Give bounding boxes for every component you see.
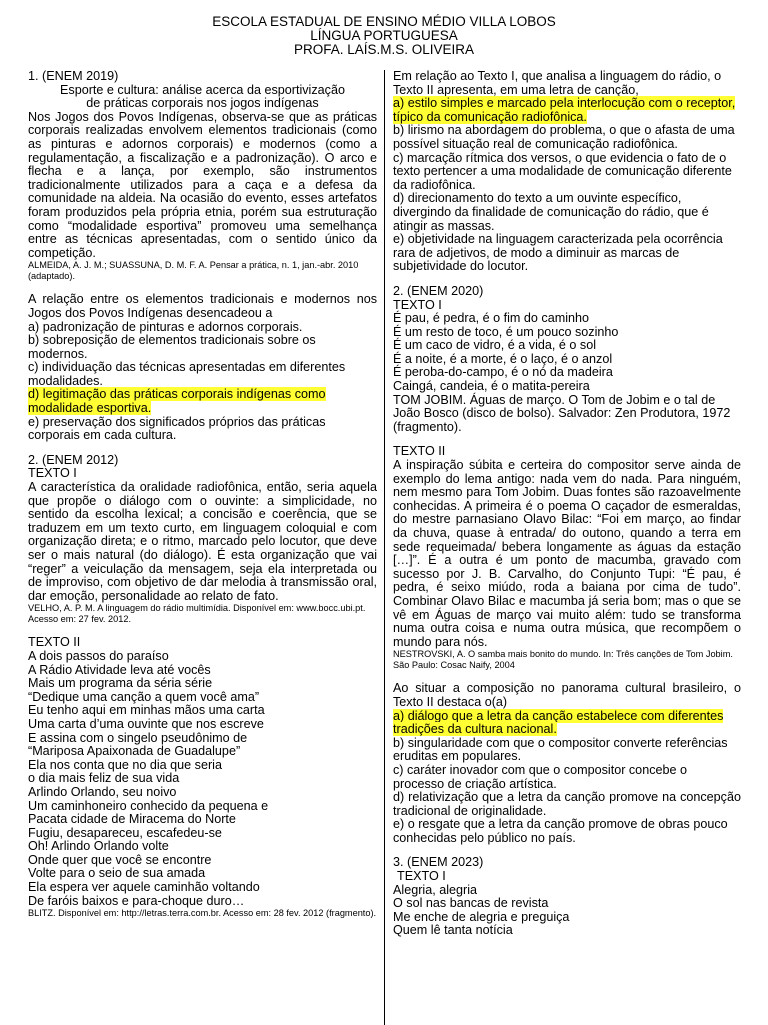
question-2-number: 2. (ENEM 2012) [28, 452, 119, 467]
question-4-texto1-label: TEXTO I [397, 869, 446, 884]
question-3-prompt: Ao situar a composição no panorama cultural brasileiro, o Texto II destaca o(a) [393, 681, 741, 709]
right-column [393, 70, 741, 938]
left-column [28, 70, 377, 919]
question-2-options [393, 97, 741, 274]
question-2-option-c: c) marcação rítmica dos versos, o que evidencia o fato de o texto pertencer a uma modalidade de comunicação diferente da radiofônica. [393, 150, 732, 192]
poem-line: “Dedique uma canção a quem você ama” [28, 689, 260, 704]
question-3-texto2-label: TEXTO II [393, 444, 446, 459]
question-3-option-e: e) o resgate que a letra da canção promove de obras pouco conhecidas pelo público no país. [393, 817, 728, 845]
question-3-option-a [393, 710, 741, 737]
poem-line: É pau, é pedra, é o fim do caminho [393, 311, 590, 326]
question-3-poem [393, 312, 741, 394]
poem-line: Volte para o seio de sua amada [28, 866, 206, 881]
poem-line: Ela espera ver aquele caminhão voltando [28, 880, 260, 895]
question-2-texto1-label: TEXTO I [28, 466, 77, 481]
question-3-option-d: d) relativização que a letra da canção promove na concepção tradicional de originalidade. [393, 790, 741, 818]
poem-line: Me enche de alegria e preguiça [393, 909, 570, 924]
question-1-number: 1. (ENEM 2019) [28, 69, 119, 83]
poem-line: Pacata cidade de Miracema do Norte [28, 812, 236, 827]
poem-line: Caingá, candeia, é o matita-pereira [393, 379, 590, 394]
question-1-option-d [28, 388, 377, 415]
question-3-texto2-source: NESTROVSKI, A. O samba mais bonito do mundo. In: Três canções de Tom Jobim. São Paulo: Cosac Naify, 2004 [393, 649, 733, 671]
question-2-prompt: Em relação ao Texto I, que analisa a linguagem do rádio, o Texto II apresenta, em uma letra de canção, [393, 69, 722, 97]
highlighted-answer: d) legitimação das práticas corporais indígenas como modalidade esportiva. [28, 387, 326, 416]
question-2-texto2-label: TEXTO II [28, 635, 81, 650]
question-2-poem [28, 650, 377, 908]
question-3-option-b: b) singularidade com que o compositor converte referências eruditas em populares. [393, 735, 728, 764]
question-3-texto1-source: TOM JOBIM. Águas de março. O Tom de Jobim e o tal de João Bosco (disco de bolso). Salvador: Zen Produtora, 1972 (fragmento). [393, 392, 731, 434]
question-2-option-a [393, 97, 741, 124]
question-2-texto2-source: BLITZ. Disponível em: http://letras.terra.com.br. Acesso em: 28 fev. 2012 (fragmento). [28, 908, 377, 919]
question-4-poem [393, 884, 741, 938]
question-1-option-c: c) individuação das técnicas apresentadas em diferentes modalidades. [28, 360, 346, 388]
document-header [0, 15, 768, 57]
question-1-option-b: b) sobreposição de elementos tradicionais sobre os modernos. [28, 333, 316, 361]
question-3-number: 2. (ENEM 2020) [393, 283, 484, 298]
poem-line: O sol nas bancas de revista [393, 896, 549, 911]
question-2-texto1: A característica da oralidade radiofônica, então, seria aquela que propõe o diálogo com o ouvinte: a simplicidade, no sentido da escolha lexical; a concisão e coerência, que se traduzem em um texto curto, em linguagem coloquial e com organização direta; e o ritmo, marcado pelo locutor, que deve ser o mais natural (do diálogo). É esta organização que vai “reger” a veiculação da mensagem, seja ela interpretada ou de improviso, com objetivo de dar melodia à transmissão oral, dar emoção, personalidade ao relato de fato. [28, 480, 377, 603]
question-1-options [28, 321, 377, 443]
highlighted-answer: a) diálogo que a letra da canção estabelece com diferentes tradições da cultura nacional. [393, 708, 724, 737]
teacher-name: PROFA. LAÍS.M.S. OLIVEIRA [293, 42, 475, 57]
poem-line: Uma carta d’uma ouvinte que nos escreve [28, 716, 264, 731]
question-2-option-b: b) lirismo na abordagem do problema, o que o afasta de uma possível situação real de comunicação radiofônica. [393, 123, 735, 151]
poem-line: o dia mais feliz de sua vida [28, 771, 180, 786]
question-1-option-a: a) padronização de pinturas e adornos corporais. [28, 319, 303, 334]
question-1-prompt: A relação entre os elementos tradicionais e modernos nos Jogos dos Povos Indígenas desencadeou a [28, 292, 377, 320]
question-3-texto1-label: TEXTO I [393, 297, 442, 312]
poem-line: Mais um programa da séria série [28, 676, 213, 691]
poem-line: É um resto de toco, é um pouco sozinho [393, 324, 619, 339]
question-1-title: Esporte e cultura: análise acerca da esportivização de práticas corporais nos jogos indígenas [60, 82, 345, 111]
poem-line: Oh! Arlindo Orlando volte [28, 839, 169, 854]
poem-line: Eu tenho aqui em minhas mãos uma carta [28, 703, 265, 718]
poem-line: Fugiu, desapareceu, escafedeu-se [28, 825, 222, 840]
poem-line: Alegria, alegria [393, 882, 478, 897]
school-name: ESCOLA ESTADUAL DE ENSINO MÉDIO VILLA LOBOS [212, 14, 556, 29]
question-3-texto2: A inspiração súbita e certeira do compositor serve ainda de exemplo do lema antigo: nada vem do nada. Para ninguém, nem mesmo para Tom Jobim. Duas fontes são razoavelmente conhecidas. A primeira é o poema O caçador de esmeraldas, do mestre parnasiano Olavo Bilac: “Foi em março, ao findar da chuva, quase à entrada/ do outono, quando a terra em sede requeimada/ bebera longamente as águas da estação […]”. É a outra é um ponto de macumba, gravado com sucesso por J. B. Carvalho, do Conjunto Tupi: “É pau, é pedra, é seixo miúdo, roda a baiana por cima de tudo”. Combinar Olavo Bilac e macumba já seria bom; mas o que se vê em Águas de março vai muito além: tudo se transforma numa outra coisa e numa outra música, que recompõem o mundo para nós. [393, 458, 741, 649]
question-2-texto1-source: VELHO, A. P. M. A linguagem do rádio multimídia. Disponível em: www.bocc.ubi.pt. Acesso em: 27 fev. 2012. [28, 603, 366, 625]
poem-line: Ela nos conta que no dia que seria [28, 757, 222, 772]
question-1-source: ALMEIDA, A. J. M.; SUASSUNA, D. M. F. A. Pensar a prática, n. 1, jan.-abr. 2010 (adaptado). [28, 260, 359, 282]
poem-line: É um caco de vidro, é a vida, é o sol [393, 338, 597, 353]
poem-line: Onde quer que você se encontre [28, 852, 212, 867]
poem-line: Um caminhoneiro conhecido da pequena e [28, 798, 269, 813]
poem-line: “Mariposa Apaixonada de Guadalupe” [28, 744, 241, 759]
question-3-options [393, 710, 741, 846]
poem-line: É a noite, é a morte, é o laço, é o anzol [393, 351, 613, 366]
subject-name: LÍNGUA PORTUGUESA [310, 28, 458, 43]
question-2-option-d: d) direcionamento do texto a um ouvinte específico, divergindo da finalidade de comunicação do rádio, que é atingir as massas. [393, 191, 709, 233]
column-divider [384, 70, 385, 1025]
poem-line: A dois passos do paraíso [28, 648, 169, 663]
question-1-option-e: e) preservação dos significados próprios das práticas corporais em cada cultura. [28, 414, 326, 443]
question-2-option-e: e) objetividade na linguagem caracterizada pela ocorrência rara de adjetivos, de modo a diminuir as marcas de subjetividade do locutor. [393, 232, 723, 274]
question-4-number: 3. (ENEM 2023) [393, 855, 484, 870]
poem-line: A Rádio Atividade leva até vocês [28, 662, 211, 677]
highlighted-answer: a) estilo simples e marcado pela interlocução com o receptor, típico da comunicação radiofônica. [393, 96, 736, 124]
poem-line: E assina com o singelo pseudônimo de [28, 730, 248, 745]
poem-line: É peroba-do-campo, é o nó da madeira [393, 365, 613, 380]
question-1-text: Nos Jogos dos Povos Indígenas, observa-se que as práticas corporais realizadas envolvem elementos tradicionais (como as pinturas e adornos corporais) e modernos (como a regulamentação, a fiscalização e a padronização). O arco e flecha e a lança, por exemplo, são instrumentos tradicionalmente utilizados para a caça e a defesa da comunidade na aldeia. Na ocasião do evento, esses artefatos foram produzidos pela própria etnia, porém sua estruturação como “modalidade esportiva” promoveu uma semelhança entre as técnicas apresentadas, com o sentido único da competição. [28, 109, 377, 260]
question-3-option-c: c) caráter inovador com que o compositor concebe o processo de criação artística. [393, 762, 688, 791]
poem-line: Arlindo Orlando, seu noivo [28, 784, 177, 799]
poem-line: De faróis baixos e para-choque duro… [28, 893, 245, 908]
poem-line: Quem lê tanta notícia [393, 923, 513, 938]
